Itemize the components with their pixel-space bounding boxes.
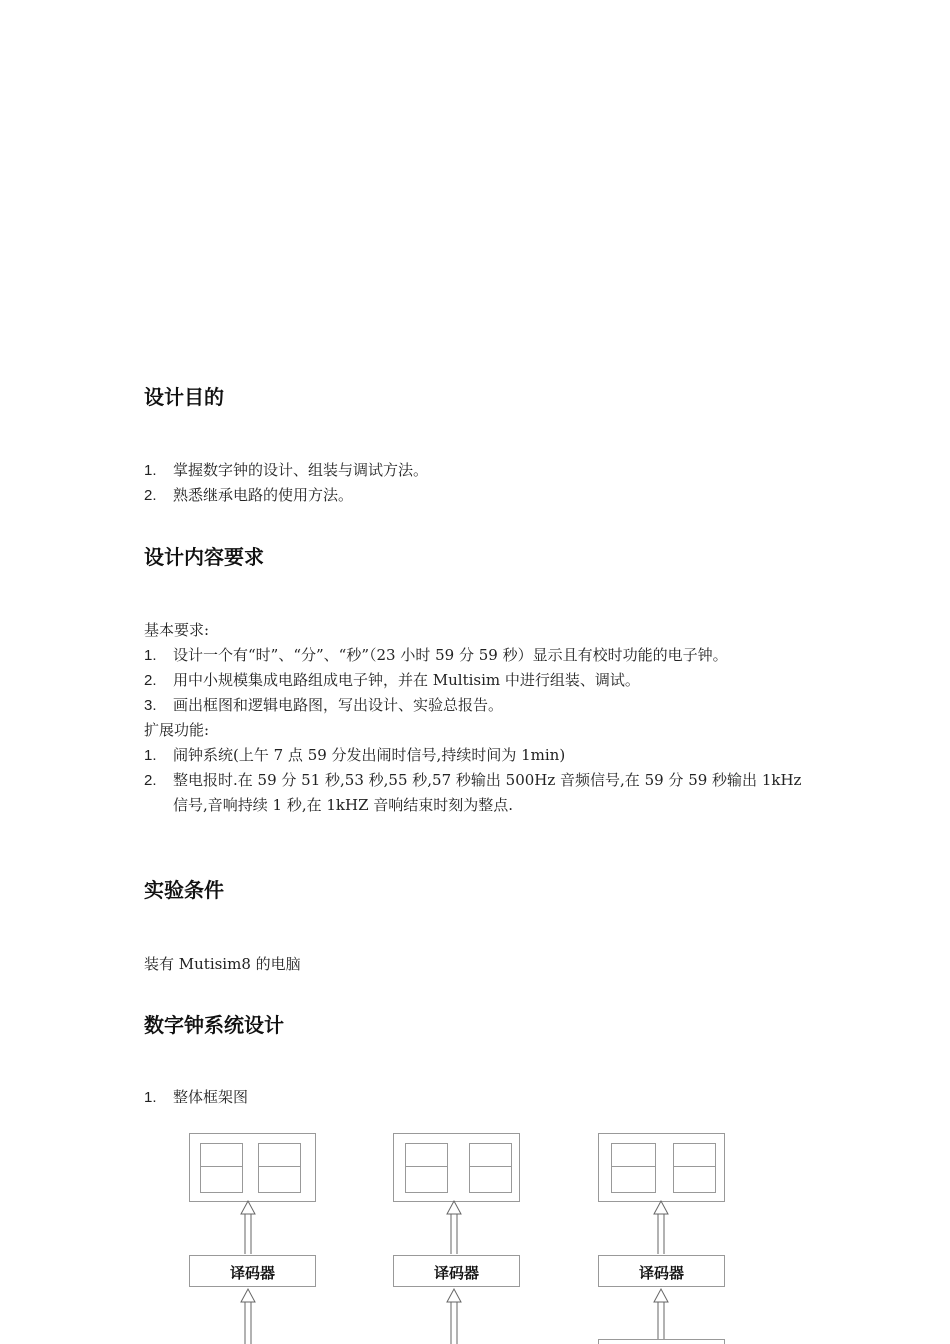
list-text: 闹钟系统(上午 7 点 59 分发出闹时信号,持续时间为 1min) [173, 746, 566, 764]
digit-display [259, 1144, 301, 1193]
list-text: 设计一个有“时”、“分”、“秒”（23 小时 59 分 59 秒）显示且有校时功能的电子钟。 [173, 646, 728, 664]
arrow-up [447, 1201, 461, 1254]
digit-display [612, 1144, 656, 1193]
arrow-up [654, 1289, 668, 1340]
decoder-block [394, 1256, 520, 1287]
list-number: 1. [144, 647, 157, 664]
list-text: 用中小规模集成电路组成电子钟，并在 Multisim 中进行组装、调试。 [173, 671, 640, 689]
display-unit-seconds [599, 1134, 725, 1202]
display-unit-minutes [394, 1134, 520, 1202]
decoder-block [599, 1256, 725, 1287]
section-title-conditions: 实验条件 [144, 878, 224, 902]
decoder-label: 译码器 [229, 1264, 276, 1282]
decoder-label: 译码器 [638, 1264, 685, 1282]
digit-display [674, 1144, 716, 1193]
display-unit-hours [190, 1134, 316, 1202]
list-text: 整体框架图 [173, 1088, 249, 1106]
list-number: 3. [144, 697, 157, 714]
list-number: 1. [144, 1089, 157, 1106]
list-number: 1. [144, 462, 157, 479]
list-text: 掌握数字钟的设计、组装与调试方法。 [173, 461, 429, 479]
section-title-requirements: 设计内容要求 [144, 545, 264, 569]
list-text: 熟悉继承电路的使用方法。 [173, 486, 354, 504]
list-number: 2. [144, 772, 157, 789]
list-text: 画出框图和逻辑电路图，写出设计、实验总报告。 [173, 696, 504, 714]
arrow-up [654, 1201, 668, 1254]
list-number: 2. [144, 487, 157, 504]
basic-requirements-label: 基本要求: [144, 621, 210, 639]
list-text: 整电报时.在 59 分 51 秒,53 秒,55 秒,57 秒输出 500Hz 音频信号,在 59 分 59 秒输出 1kHz 信号,音响持续 1 秒,在 1kHZ 音响结束时刻为整点. [173, 771, 802, 814]
arrow-up [447, 1289, 461, 1344]
extended-functions-label: 扩展功能: [144, 721, 210, 739]
list-number: 1. [144, 747, 157, 764]
section-title-system-design: 数字钟系统设计 [144, 1013, 284, 1037]
arrow-up [241, 1201, 255, 1254]
digit-display [470, 1144, 512, 1193]
digit-display [201, 1144, 243, 1193]
digit-display [406, 1144, 448, 1193]
decoder-block [190, 1256, 316, 1287]
decoder-label: 译码器 [433, 1264, 480, 1282]
counter-box [599, 1340, 725, 1344]
conditions-text: 装有 Mutisim8 的电脑 [144, 955, 301, 973]
list-number: 2. [144, 672, 157, 689]
arrow-up [241, 1289, 255, 1344]
section-title-purpose: 设计目的 [144, 385, 224, 409]
